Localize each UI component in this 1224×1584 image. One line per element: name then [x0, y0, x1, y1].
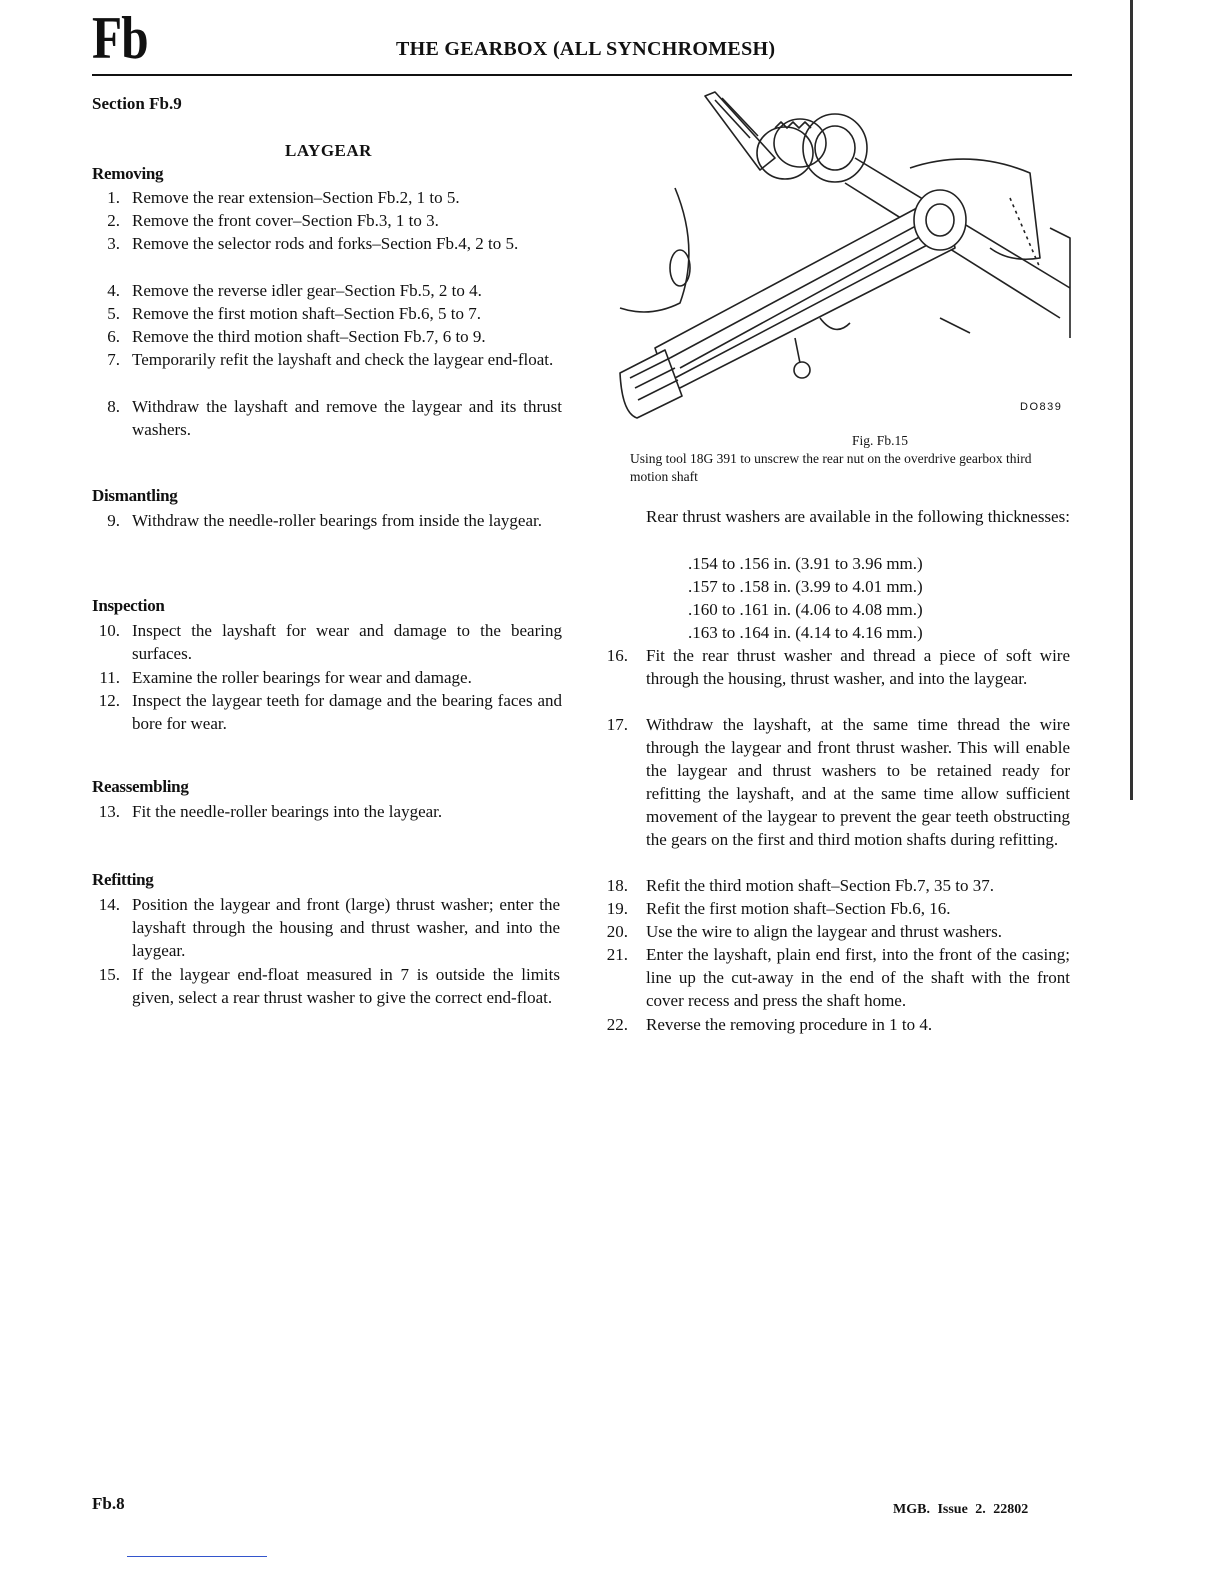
- page-edge-line: [1130, 0, 1133, 800]
- dismantling-heading: Dismantling: [92, 486, 178, 505]
- thickness-row: .163 to .164 in. (4.14 to 4.16 mm.): [688, 623, 923, 642]
- page-number: Fb.8: [92, 1494, 125, 1513]
- refitting-heading: Refitting: [92, 870, 154, 889]
- reassembling-heading: Reassembling: [92, 777, 189, 796]
- thickness-row: .154 to .156 in. (3.91 to 3.96 mm.): [688, 554, 923, 573]
- inspection-heading: Inspection: [92, 596, 165, 615]
- section-heading: LAYGEAR: [285, 141, 372, 160]
- header-rule: [92, 74, 1072, 76]
- thrust-washer-intro: Rear thrust washers are available in the following thicknesses:: [646, 507, 1070, 526]
- thickness-row: .160 to .161 in. (4.06 to 4.08 mm.): [688, 600, 923, 619]
- section-code-logo: Fb: [92, 5, 148, 71]
- figure-number: Fig. Fb.15: [852, 433, 908, 448]
- figure-caption: [630, 432, 1070, 486]
- scan-artifact-line: [127, 1556, 267, 1557]
- figure-caption-text: Using tool 18G 391 to unscrew the rear nut on the overdrive gearbox third motion shaft: [630, 451, 1032, 484]
- removing-heading: Removing: [92, 164, 164, 183]
- figure-code: DO839: [1020, 401, 1063, 413]
- issue-reference: MGB. Issue 2. 22802: [893, 1502, 1029, 1517]
- laygear-tool-illustration: [610, 88, 1080, 423]
- section-number: Section Fb.9: [92, 94, 182, 113]
- page-title: THE GEARBOX (ALL SYNCHROMESH): [396, 38, 776, 60]
- thickness-row: .157 to .158 in. (3.99 to 4.01 mm.): [688, 577, 923, 596]
